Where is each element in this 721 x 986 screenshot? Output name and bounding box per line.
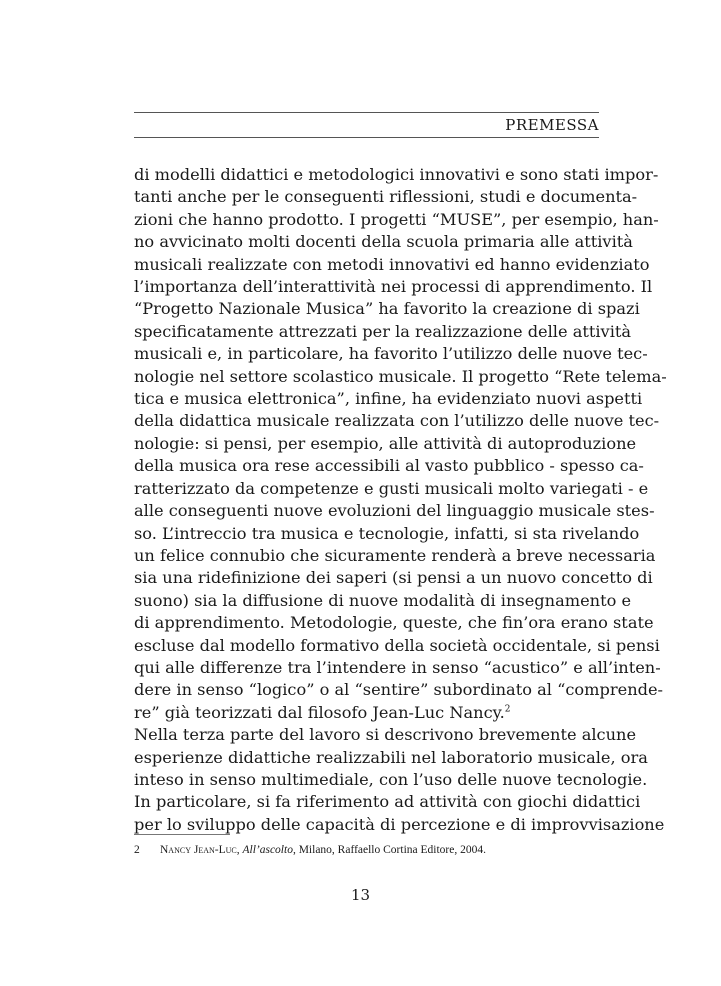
text-line: no avvicinato molti docenti della scuola primaria alle attività <box>134 232 633 252</box>
text-line: specificatamente attrezzati per la realizzazione delle attività <box>134 321 632 341</box>
footnote: 2 Nancy Jean-Luc, All’ascolto, Milano, Raffaello Cortina Editore, 2004. <box>134 844 486 856</box>
text-line: tica e musica elettronica”, infine, ha evidenziato nuovi aspetti <box>134 389 643 409</box>
footnote-publication: , Milano, Raffaello Cortina Editore, 2004. <box>292 844 486 856</box>
paragraph-2 <box>134 724 665 836</box>
text-line: qui alle differenze tra l’intendere in senso “acustico” e all’inten- <box>134 657 661 677</box>
footnote-separator <box>134 834 230 835</box>
text-line: un felice connubio che sicuramente renderà a breve necessaria <box>134 545 656 565</box>
text-line <box>134 702 599 724</box>
text-line: alle conseguenti nuove evoluzioni del linguaggio musicale stes- <box>134 501 655 521</box>
text-line: nologie nel settore scolastico musicale. Il progetto “Rete telema- <box>134 366 667 386</box>
footnote-author: Nancy Jean-Luc <box>160 844 237 856</box>
footnote-number: 2 <box>134 844 140 856</box>
text-line: “Progetto Nazionale Musica” ha favorito la creazione di spazi <box>134 299 640 319</box>
text-line: per lo sviluppo delle capacità di percezione e di improvvisazione <box>134 814 665 834</box>
text-line: dere in senso “logico” o al “sentire” subordinato al “comprende- <box>134 680 664 700</box>
text-line: escluse dal modello formativo della società occidentale, si pensi <box>134 635 660 655</box>
running-header: PREMESSA <box>505 116 599 134</box>
text-line: ratterizzato da competenze e gusti musicali molto variegati - e <box>134 478 649 498</box>
page-number: 13 <box>350 886 371 904</box>
text-line: nologie: si pensi, per esempio, alle attività di autoproduzione <box>134 433 637 453</box>
text-line: della didattica musicale realizzata con l’utilizzo delle nuove tec- <box>134 411 660 431</box>
text-line: di modelli didattici e metodologici innovativi e sono stati impor- <box>134 165 659 184</box>
text-line: suono) sia la diffusione di nuove modalità di insegnamento e <box>134 590 632 610</box>
text-line-content: re” già teorizzati dal filosofo Jean-Luc Nancy. <box>134 702 505 722</box>
text-line: l’importanza dell’interattività nei processi di apprendimento. Il <box>134 277 653 297</box>
text-line: della musica ora rese accessibili al vasto pubblico - spesso ca- <box>134 456 644 476</box>
text-line: di apprendimento. Metodologie, queste, che fin’ora erano state <box>134 613 654 633</box>
text-line: so. L’intreccio tra musica e tecnologie, infatti, si sta rivelando <box>134 523 640 543</box>
paragraph-1 <box>134 164 667 724</box>
text-line: inteso in senso multimediale, con l’uso delle nuove tecnologie. <box>134 769 648 789</box>
text-line: zioni che hanno prodotto. I progetti “MUSE”, per esempio, han- <box>134 209 659 229</box>
footnote-title: All’ascolto <box>242 844 293 856</box>
text-line: Nella terza parte del lavoro si descrivono brevemente alcune <box>134 725 637 745</box>
text-line: musicali realizzate con metodi innovativi ed hanno evidenziato <box>134 254 650 274</box>
header-top-rule <box>134 112 599 113</box>
text-line: musicali e, in particolare, ha favorito l’utilizzo delle nuove tec- <box>134 344 648 364</box>
footnote-reference[interactable]: 2 <box>504 704 511 715</box>
text-line: In particolare, si fa riferimento ad attività con giochi didattici <box>134 792 641 812</box>
text-line: sia una ridefinizione dei saperi (si pensi a un nuovo concetto di <box>134 568 653 588</box>
text-line: tanti anche per le conseguenti riflessioni, studi e documenta- <box>134 187 638 207</box>
body-text <box>134 164 667 836</box>
text-line: esperienze didattiche realizzabili nel laboratorio musicale, ora <box>134 747 648 767</box>
header-bottom-rule <box>134 137 599 138</box>
